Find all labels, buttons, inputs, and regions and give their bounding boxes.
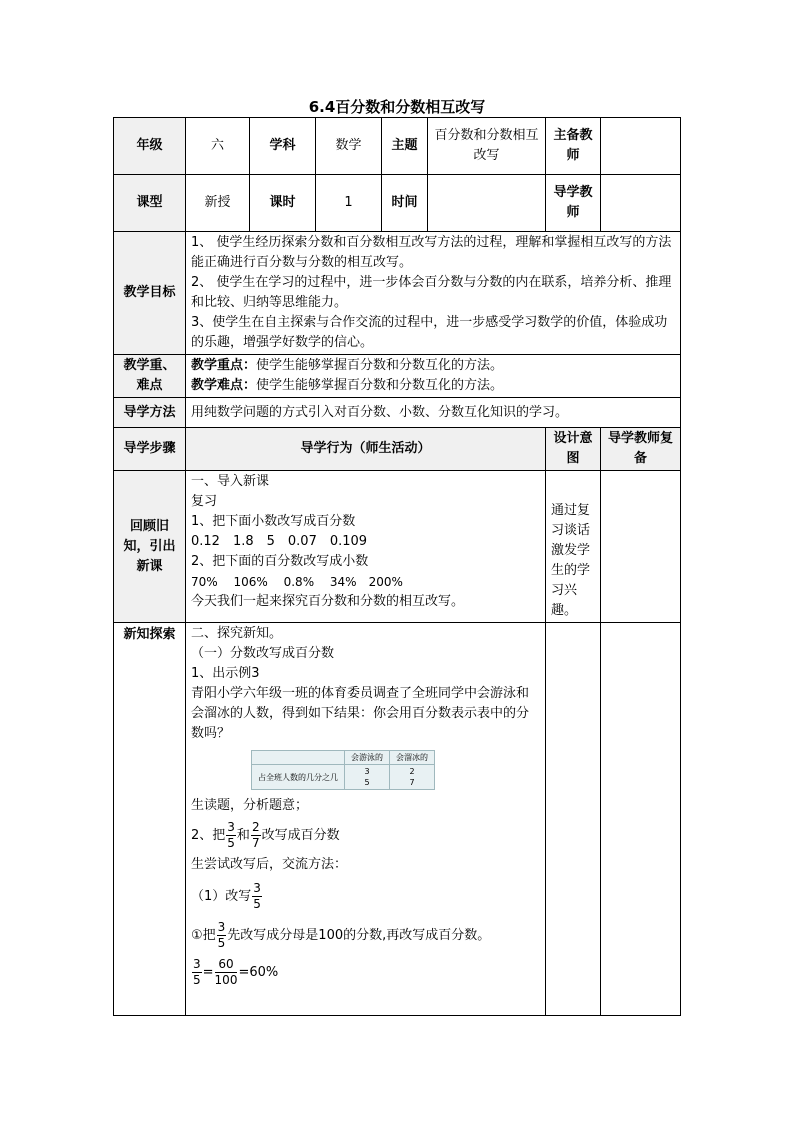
fraction: $\frac{3}{5}$ [253,881,261,911]
exchange-line: 生尝试改写后，交流方法： [191,857,348,872]
difficulty-text: 使学生能够掌握百分数和分数互化的方法。 [256,378,504,393]
section2-content [186,623,546,1016]
method-text: 用纯数学问题的方式引入对百分数、小数、分数互化知识的学习。 [186,398,681,428]
section1-line: 复习 [191,494,218,509]
step1-line: （1）改写 $\frac{3}{5}$ [191,881,261,911]
example-empty-cell [252,751,345,765]
method1-line: ①把 $\frac{3}{5}$ 先改写成分母是100的分数,再改写成百分数。 [191,920,491,950]
objectives-label: 教学目标 [114,232,186,355]
key-text: 使学生能够掌握百分数和分数互化的方法。 [256,358,504,373]
guide-value [601,175,681,232]
subject-value: 数学 [316,118,382,175]
section2-line: 青阳小学六年级一班的体育委员调查了全班同学中会游泳和会溜冰的人数，得到如下结果：你会用百分数表示表中的分数吗？ [191,686,530,741]
header-steps: 导学步骤 [114,428,186,471]
header-review: 导学教师复备 [601,428,681,471]
teacher-label: 主备教师 [546,118,601,175]
section1-line: 一、导入新课 [191,474,270,489]
time-value [428,175,546,232]
example-col-skate: 会溜冰的 [390,751,435,765]
type-label: 课型 [114,175,186,232]
objective-item: 1、 使学生经历探索分数和百分数相互改写方法的过程，理解和掌握相互改写的方法能正确进行百分数与分数的相互改写。 [191,235,672,270]
section2-label: 新知探索 [114,623,186,1016]
fraction: $\frac{3}{5}$ [193,957,201,987]
example-col-swim: 会游泳的 [345,751,390,765]
section1-content [186,471,546,623]
example-swim-value: 3 5 [345,765,390,790]
section2-line: （一）分数改写成百分数 [191,646,335,661]
method-label: 导学方法 [114,398,186,428]
section2-design [546,623,601,1016]
difficulty-label: 教学难点： [191,378,257,393]
objective-item: 3、使学生在自主探索与合作交流的过程中，进一步感受学习数学的价值，体验成功的乐趣，增强学好数学的信心。 [191,315,668,350]
section2-line: 1、出示例3 [191,666,260,681]
topic-value: 百分数和分数相互改写 [428,118,546,175]
objectives-content [186,232,681,355]
section1-design: 通过复习谈话激发学生的学习兴趣。 [546,471,601,623]
key-label: 教学重点： [191,358,257,373]
section1-review [601,471,681,623]
equation-line: $\frac{3}{5}$ = $\frac{60}{100}$ =60% [193,957,279,987]
guide-label: 导学教师 [546,175,601,232]
example-skate-value: 2 7 [390,765,435,790]
topic-label: 主题 [382,118,428,175]
question2-line: 2、把 $\frac{3}{5}$ 和 $\frac{2}{7}$ 改写成百分数 [191,820,340,850]
fraction: $\frac{2}{7}$ [251,820,260,850]
type-value: 新授 [186,175,250,232]
section1-line: 1、把下面小数改写成百分数 [191,514,356,529]
header-activity: 导学行为（师生活动） [186,428,546,471]
section1-line: 0.12 1.8 5 0.07 0.109 [191,534,368,549]
subject-label: 学科 [250,118,316,175]
section1-label: 回顾旧知，引出新课 [114,471,186,623]
fraction: $\frac{3}{5}$ [217,920,226,950]
keypoints-content [186,355,681,398]
example-row-label: 占全班人数的几分之几 [252,765,345,790]
section1-line: 今天我们一起来探究百分数和分数的相互改写。 [191,594,465,609]
section2-line: 二、探究新知。 [191,626,283,641]
page-title: 6.4百分数和分数相互改写 [308,98,486,116]
section2-review [601,623,681,1016]
grade-label: 年级 [114,118,186,175]
keypoints-label: 教学重、难点 [114,355,186,398]
read-line: 生读题，分析题意； [191,798,309,813]
lesson-plan-table [113,117,681,1016]
section1-line: 70% 106% 0.8% 34% 200% [191,575,403,589]
period-label: 课时 [250,175,316,232]
example-table [251,750,435,790]
teacher-value [601,118,681,175]
section1-line: 2、把下面的百分数改写成小数 [191,554,369,569]
period-value: 1 [316,175,382,232]
fraction: $\frac{60}{100}$ [214,957,238,987]
time-label: 时间 [382,175,428,232]
objective-item: 2、 使学生在学习的过程中，进一步体会百分数与分数的内在联系，培养分析、推理和比较、归纳等思维能力。 [191,275,672,310]
fraction: $\frac{3}{5}$ [227,820,235,850]
grade-value: 六 [186,118,250,175]
header-design: 设计意图 [546,428,601,471]
